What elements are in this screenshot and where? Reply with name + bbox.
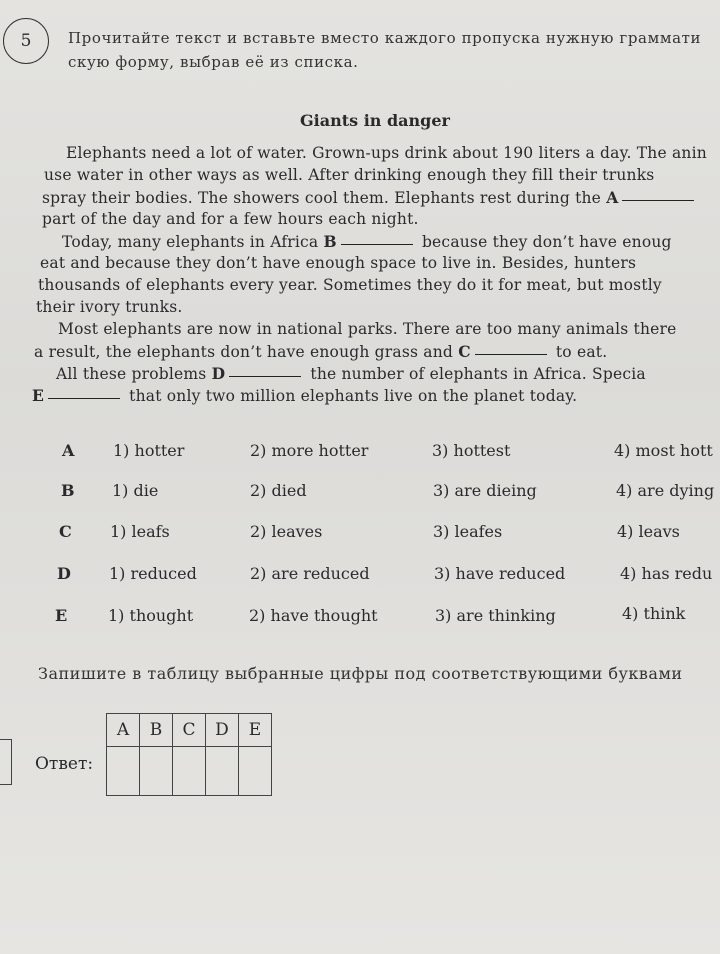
gap-blank-a bbox=[622, 200, 694, 201]
passage-text: a result, the elephants don’t have enough grass and bbox=[34, 343, 454, 361]
option-c-2: 2) leaves bbox=[250, 522, 323, 541]
option-e-4: 4) think bbox=[622, 604, 686, 623]
passage-line-9: Most elephants are now in national parks. There are too many animals there bbox=[58, 320, 677, 338]
option-d-2: 2) are reduced bbox=[250, 564, 370, 583]
answer-header-a: A bbox=[107, 714, 140, 747]
passage-line-8: their ivory trunks. bbox=[36, 298, 183, 316]
passage-text: All these problems bbox=[56, 365, 207, 383]
answer-cells-row bbox=[107, 747, 272, 796]
option-a-3: 3) hottest bbox=[432, 441, 511, 460]
instruction-line-2: скую форму, выбрав её из списка. bbox=[68, 53, 359, 71]
passage-line-10 bbox=[34, 342, 607, 361]
instruction-line-1: Прочитайте текст и вставьте вместо каждого пропуска нужную граммати bbox=[68, 29, 702, 47]
answer-cell-d[interactable] bbox=[206, 747, 239, 796]
answer-instruction: Запишите в таблицу выбранные цифры под соответствующими буквами bbox=[38, 664, 683, 683]
answer-header-c: C bbox=[173, 714, 206, 747]
gap-letter-c: C bbox=[458, 342, 471, 361]
passage-line-2: use water in other ways as well. After drinking enough they fill their trunks bbox=[44, 166, 655, 184]
option-letter-b: B bbox=[61, 481, 75, 500]
passage-line-11 bbox=[56, 364, 646, 383]
passage-line-3 bbox=[42, 188, 698, 207]
option-c-4: 4) leavs bbox=[617, 522, 680, 541]
option-letter-a: A bbox=[62, 441, 75, 460]
answer-table bbox=[106, 713, 272, 796]
option-b-1: 1) die bbox=[112, 481, 159, 500]
option-e-2: 2) have thought bbox=[249, 606, 378, 625]
passage-line-4: part of the day and for a few hours each night. bbox=[42, 210, 419, 228]
option-c-3: 3) leafes bbox=[433, 522, 503, 541]
gap-blank-e bbox=[48, 398, 120, 399]
option-c-1: 1) leafs bbox=[110, 522, 170, 541]
passage-line-5 bbox=[62, 232, 672, 251]
gap-letter-e: E bbox=[32, 386, 45, 405]
option-e-1: 1) thought bbox=[108, 606, 194, 625]
gap-blank-c bbox=[475, 354, 547, 355]
option-a-4: 4) most hott bbox=[614, 441, 713, 460]
passage-line-12 bbox=[32, 386, 577, 405]
answer-header-b: B bbox=[140, 714, 173, 747]
answer-header-d: D bbox=[206, 714, 239, 747]
question-number bbox=[3, 18, 49, 64]
passage-text: because they don’t have enoug bbox=[421, 233, 672, 251]
question-number-text: 5 bbox=[20, 31, 32, 51]
gap-letter-b: B bbox=[323, 232, 337, 251]
option-d-4: 4) has redu bbox=[620, 564, 713, 583]
answer-header-e: E bbox=[239, 714, 272, 747]
gap-letter-d: D bbox=[211, 364, 226, 383]
answer-header-row bbox=[107, 714, 272, 747]
passage-line-1: Elephants need a lot of water. Grown-ups drink about 190 liters a day. The anin bbox=[66, 144, 707, 162]
text-title: Giants in danger bbox=[300, 111, 450, 130]
option-letter-e: E bbox=[55, 606, 68, 625]
passage-text: spray their bodies. The showers cool them. Elephants rest during the bbox=[42, 189, 602, 207]
answer-label: Ответ: bbox=[35, 754, 94, 774]
answer-cell-b[interactable] bbox=[140, 747, 173, 796]
option-letter-c: C bbox=[59, 522, 72, 541]
answer-cell-e[interactable] bbox=[239, 747, 272, 796]
passage-text: the number of elephants in Africa. Specia bbox=[310, 365, 646, 383]
option-d-3: 3) have reduced bbox=[434, 564, 566, 583]
margin-box bbox=[0, 739, 12, 785]
option-b-2: 2) died bbox=[250, 481, 307, 500]
gap-blank-d bbox=[229, 376, 301, 377]
option-b-4: 4) are dying bbox=[616, 481, 715, 500]
option-a-2: 2) more hotter bbox=[250, 441, 369, 460]
option-e-3: 3) are thinking bbox=[435, 606, 556, 625]
option-b-3: 3) are dieing bbox=[433, 481, 537, 500]
passage-text: that only two million elephants live on the planet today. bbox=[129, 387, 578, 405]
gap-blank-b bbox=[341, 244, 413, 245]
option-a-1: 1) hotter bbox=[113, 441, 185, 460]
passage-line-7: thousands of elephants every year. Sometimes they do it for meat, but mostly bbox=[38, 276, 662, 294]
gap-letter-a: A bbox=[606, 188, 619, 207]
answer-cell-a[interactable] bbox=[107, 747, 140, 796]
passage-text: to eat. bbox=[555, 343, 608, 361]
passage-text: Today, many elephants in Africa bbox=[62, 233, 319, 251]
passage-line-6: eat and because they don’t have enough space to live in. Besides, hunters bbox=[40, 254, 637, 272]
option-letter-d: D bbox=[57, 564, 71, 583]
option-d-1: 1) reduced bbox=[109, 564, 197, 583]
answer-cell-c[interactable] bbox=[173, 747, 206, 796]
